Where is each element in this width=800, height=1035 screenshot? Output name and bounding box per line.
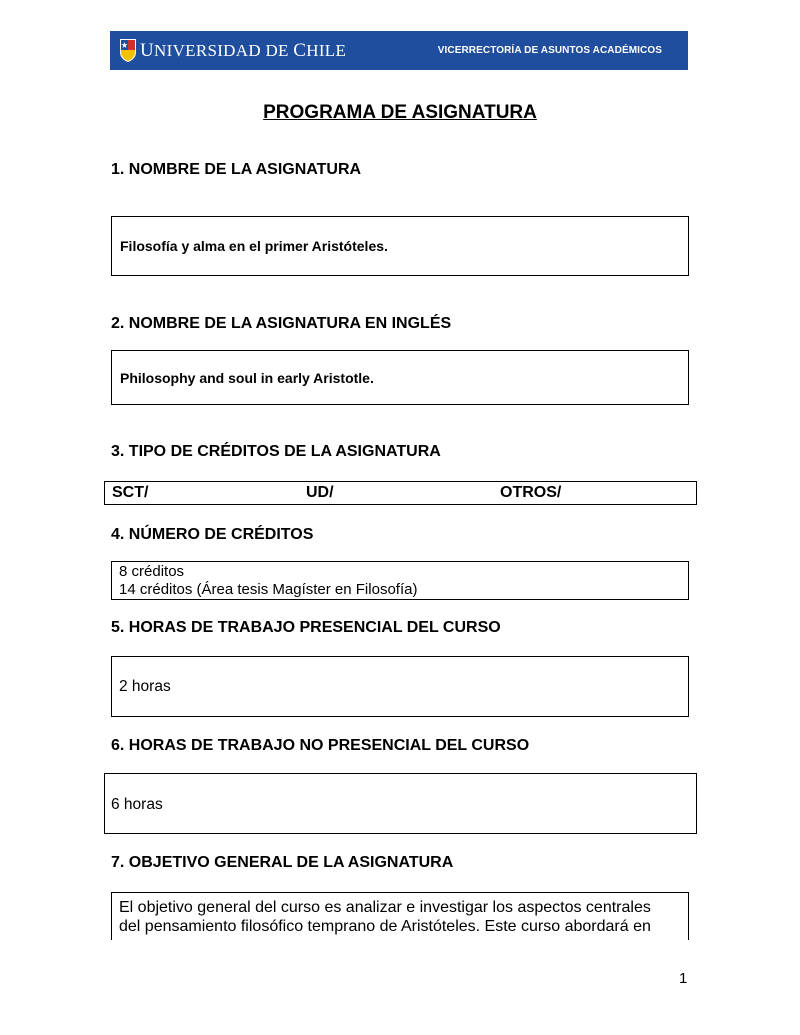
presential-hours-box <box>111 656 689 717</box>
section-6-heading: 6. HORAS DE TRABAJO NO PRESENCIAL DEL CURSO <box>111 737 530 754</box>
non-presential-hours-box <box>104 773 697 834</box>
course-name-english-value: Philosophy and soul in early Aristotle. <box>120 370 374 386</box>
presential-hours-value: 2 horas <box>119 678 171 695</box>
section-4-heading: 4. NÚMERO DE CRÉDITOS <box>111 526 314 543</box>
course-name-english-box <box>111 350 689 405</box>
credit-type-row <box>104 481 697 505</box>
course-name-value: Filosofía y alma en el primer Aristóteles. <box>120 238 388 254</box>
section-1-heading: 1. NOMBRE DE LA ASIGNATURA <box>111 161 362 178</box>
general-objective-line-1: El objetivo general del curso es analizar e investigar los aspectos centrales <box>119 899 651 916</box>
general-objective-box <box>111 892 689 940</box>
university-crest-icon <box>118 37 138 63</box>
credit-number-line-2: 14 créditos (Área tesis Magíster en Filosofía) <box>119 581 418 598</box>
credit-type-sct: SCT/ <box>112 484 149 501</box>
non-presential-hours-value: 6 horas <box>111 796 163 813</box>
university-header-banner <box>110 31 688 70</box>
section-5-heading: 5. HORAS DE TRABAJO PRESENCIAL DEL CURSO <box>111 619 501 636</box>
credit-type-otros: OTROS/ <box>500 484 562 501</box>
credit-number-box <box>111 561 689 600</box>
credit-number-line-1: 8 créditos <box>119 563 185 580</box>
credit-type-ud: UD/ <box>306 484 334 501</box>
university-name: UNIVERSIDAD DE CHILE <box>140 40 347 61</box>
course-name-box <box>111 216 689 276</box>
section-3-heading: 3. TIPO DE CRÉDITOS DE LA ASIGNATURA <box>111 443 441 460</box>
section-2-heading: 2. NOMBRE DE LA ASIGNATURA EN INGLÉS <box>111 315 452 332</box>
section-7-heading: 7. OBJETIVO GENERAL DE LA ASIGNATURA <box>111 854 454 871</box>
page-number: 1 <box>679 970 688 987</box>
general-objective-line-2: del pensamiento filosófico temprano de Aristóteles. Este curso abordará en <box>119 918 651 935</box>
vicerrectoria-label: VICERRECTORÍA DE ASUNTOS ACADÉMICOS <box>437 45 662 56</box>
document-title: PROGRAMA DE ASIGNATURA <box>263 102 537 123</box>
